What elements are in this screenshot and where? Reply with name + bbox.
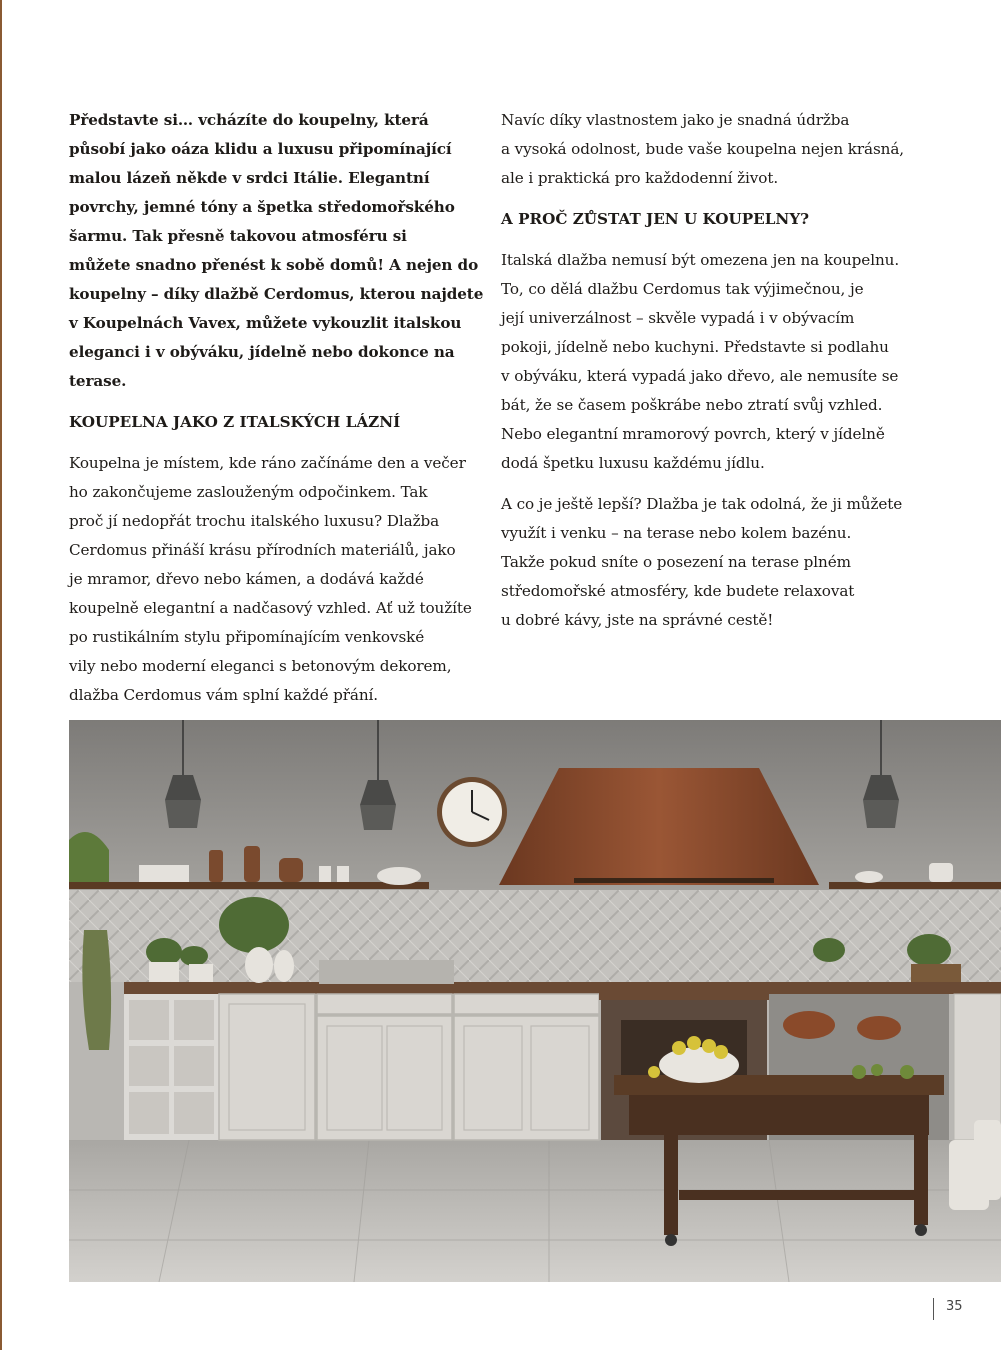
page-number: 35 bbox=[946, 1299, 963, 1314]
body-line: je mramor, dřevo nebo kámen, a dodává každé bbox=[69, 570, 424, 588]
body-line: koupelně elegantní a nadčasový vzhled. Ať už toužíte bbox=[69, 599, 472, 617]
body-line: proč jí nedopřát trochu italského luxusu? Dlažba bbox=[69, 512, 440, 530]
intro-line: a vysoká odolnost, bude vaše koupelna nejen krásná, bbox=[501, 140, 905, 158]
body-line: pokoji, jídelně nebo kuchyni. Představte si podlahu bbox=[501, 338, 889, 356]
body-paragraph-rooms bbox=[501, 246, 900, 478]
right-shelf bbox=[829, 882, 1001, 889]
body-line: To, co dělá dlažbu Cerdomus tak výjimečnou, je bbox=[501, 280, 864, 298]
kitchen-photo bbox=[69, 720, 1001, 1282]
lead-paragraph bbox=[69, 106, 484, 396]
body-paragraph-outdoor bbox=[501, 490, 903, 635]
body-line: Koupelna je místem, kde ráno začínáme den a večer bbox=[69, 454, 466, 472]
body-line: A co je ještě lepší? Dlažba je tak odolná, že ji můžete bbox=[501, 495, 903, 513]
body-line: v obýváku, která vypadá jako dřevo, ale nemusíte se bbox=[501, 367, 899, 385]
body-line: ho zakončujeme zaslouženým odpočinkem. Tak bbox=[69, 483, 428, 501]
body-line: Takže pokud sníte o posezení na terase plném bbox=[501, 553, 851, 571]
countertop bbox=[124, 982, 1001, 994]
lead-line: působí jako oáza klidu a luxusu připomínající bbox=[69, 140, 452, 158]
body-line: její univerzálnost – skvěle vypadá i v obývacím bbox=[501, 309, 855, 327]
body-line: Nebo elegantní mramorový povrch, který v jídelně bbox=[501, 425, 885, 443]
section-heading-beyond: A PROČ ZŮSTAT JEN U KOUPELNY? bbox=[501, 210, 810, 228]
page-edge bbox=[0, 0, 2, 1350]
page-number-rule bbox=[933, 1298, 934, 1320]
lead-line: v Koupelnách Vavex, můžete vykouzlit italskou bbox=[69, 314, 462, 332]
floor bbox=[69, 1140, 1001, 1282]
left-shelf bbox=[69, 882, 429, 889]
wooden-table bbox=[614, 1075, 944, 1095]
lead-line: terase. bbox=[69, 372, 127, 390]
body-line: bát, že se časem poškrábe nebo ztratí svůj vzhled. bbox=[501, 396, 883, 414]
body-line: vily nebo moderní eleganci s betonovým dekorem, bbox=[69, 657, 452, 675]
intro-line: ale i praktická pro každodenní život. bbox=[501, 169, 779, 187]
lead-line: eleganci i v obýváku, jídelně nebo dokonce na bbox=[69, 343, 455, 361]
body-line: po rustikálním stylu připomínajícím venkovské bbox=[69, 628, 425, 646]
lead-line: koupelny – díky dlažbě Cerdomus, kterou najdete bbox=[69, 285, 484, 303]
lead-line: šarmu. Tak přesně takovou atmosféru si bbox=[69, 227, 407, 245]
right-column bbox=[501, 106, 905, 647]
body-paragraph-bathroom bbox=[69, 449, 472, 710]
intro-line: Navíc díky vlastnostem jako je snadná údržba bbox=[501, 111, 850, 129]
cabinets bbox=[219, 994, 599, 1140]
body-line: středomořské atmosféry, kde budete relaxovat bbox=[501, 582, 855, 600]
body-line: dodá špetku luxusu každému jídlu. bbox=[501, 454, 765, 472]
body-line: Cerdomus přináší krásu přírodních materiálů, jako bbox=[69, 541, 456, 559]
body-line: u dobré kávy, jste na správné cestě! bbox=[501, 611, 774, 629]
body-line: dlažba Cerdomus vám splní každé přání. bbox=[69, 686, 378, 704]
body-line: Italská dlažba nemusí být omezena jen na koupelnu. bbox=[501, 251, 900, 269]
lead-line: Představte si… vcházíte do koupelny, která bbox=[69, 111, 429, 129]
section-heading-bathroom: KOUPELNA JAKO Z ITALSKÝCH LÁZNÍ bbox=[69, 413, 401, 431]
left-column bbox=[69, 106, 484, 722]
lead-line: můžete snadno přenést k sobě domů! A nejen do bbox=[69, 256, 479, 274]
intro-paragraph bbox=[501, 106, 905, 193]
lead-line: povrchy, jemné tóny a špetka středomořského bbox=[69, 198, 455, 216]
lead-line: malou lázeň někde v srdci Itálie. Elegantní bbox=[69, 169, 430, 187]
body-line: využít i venku – na terase nebo kolem bazénu. bbox=[501, 524, 852, 542]
